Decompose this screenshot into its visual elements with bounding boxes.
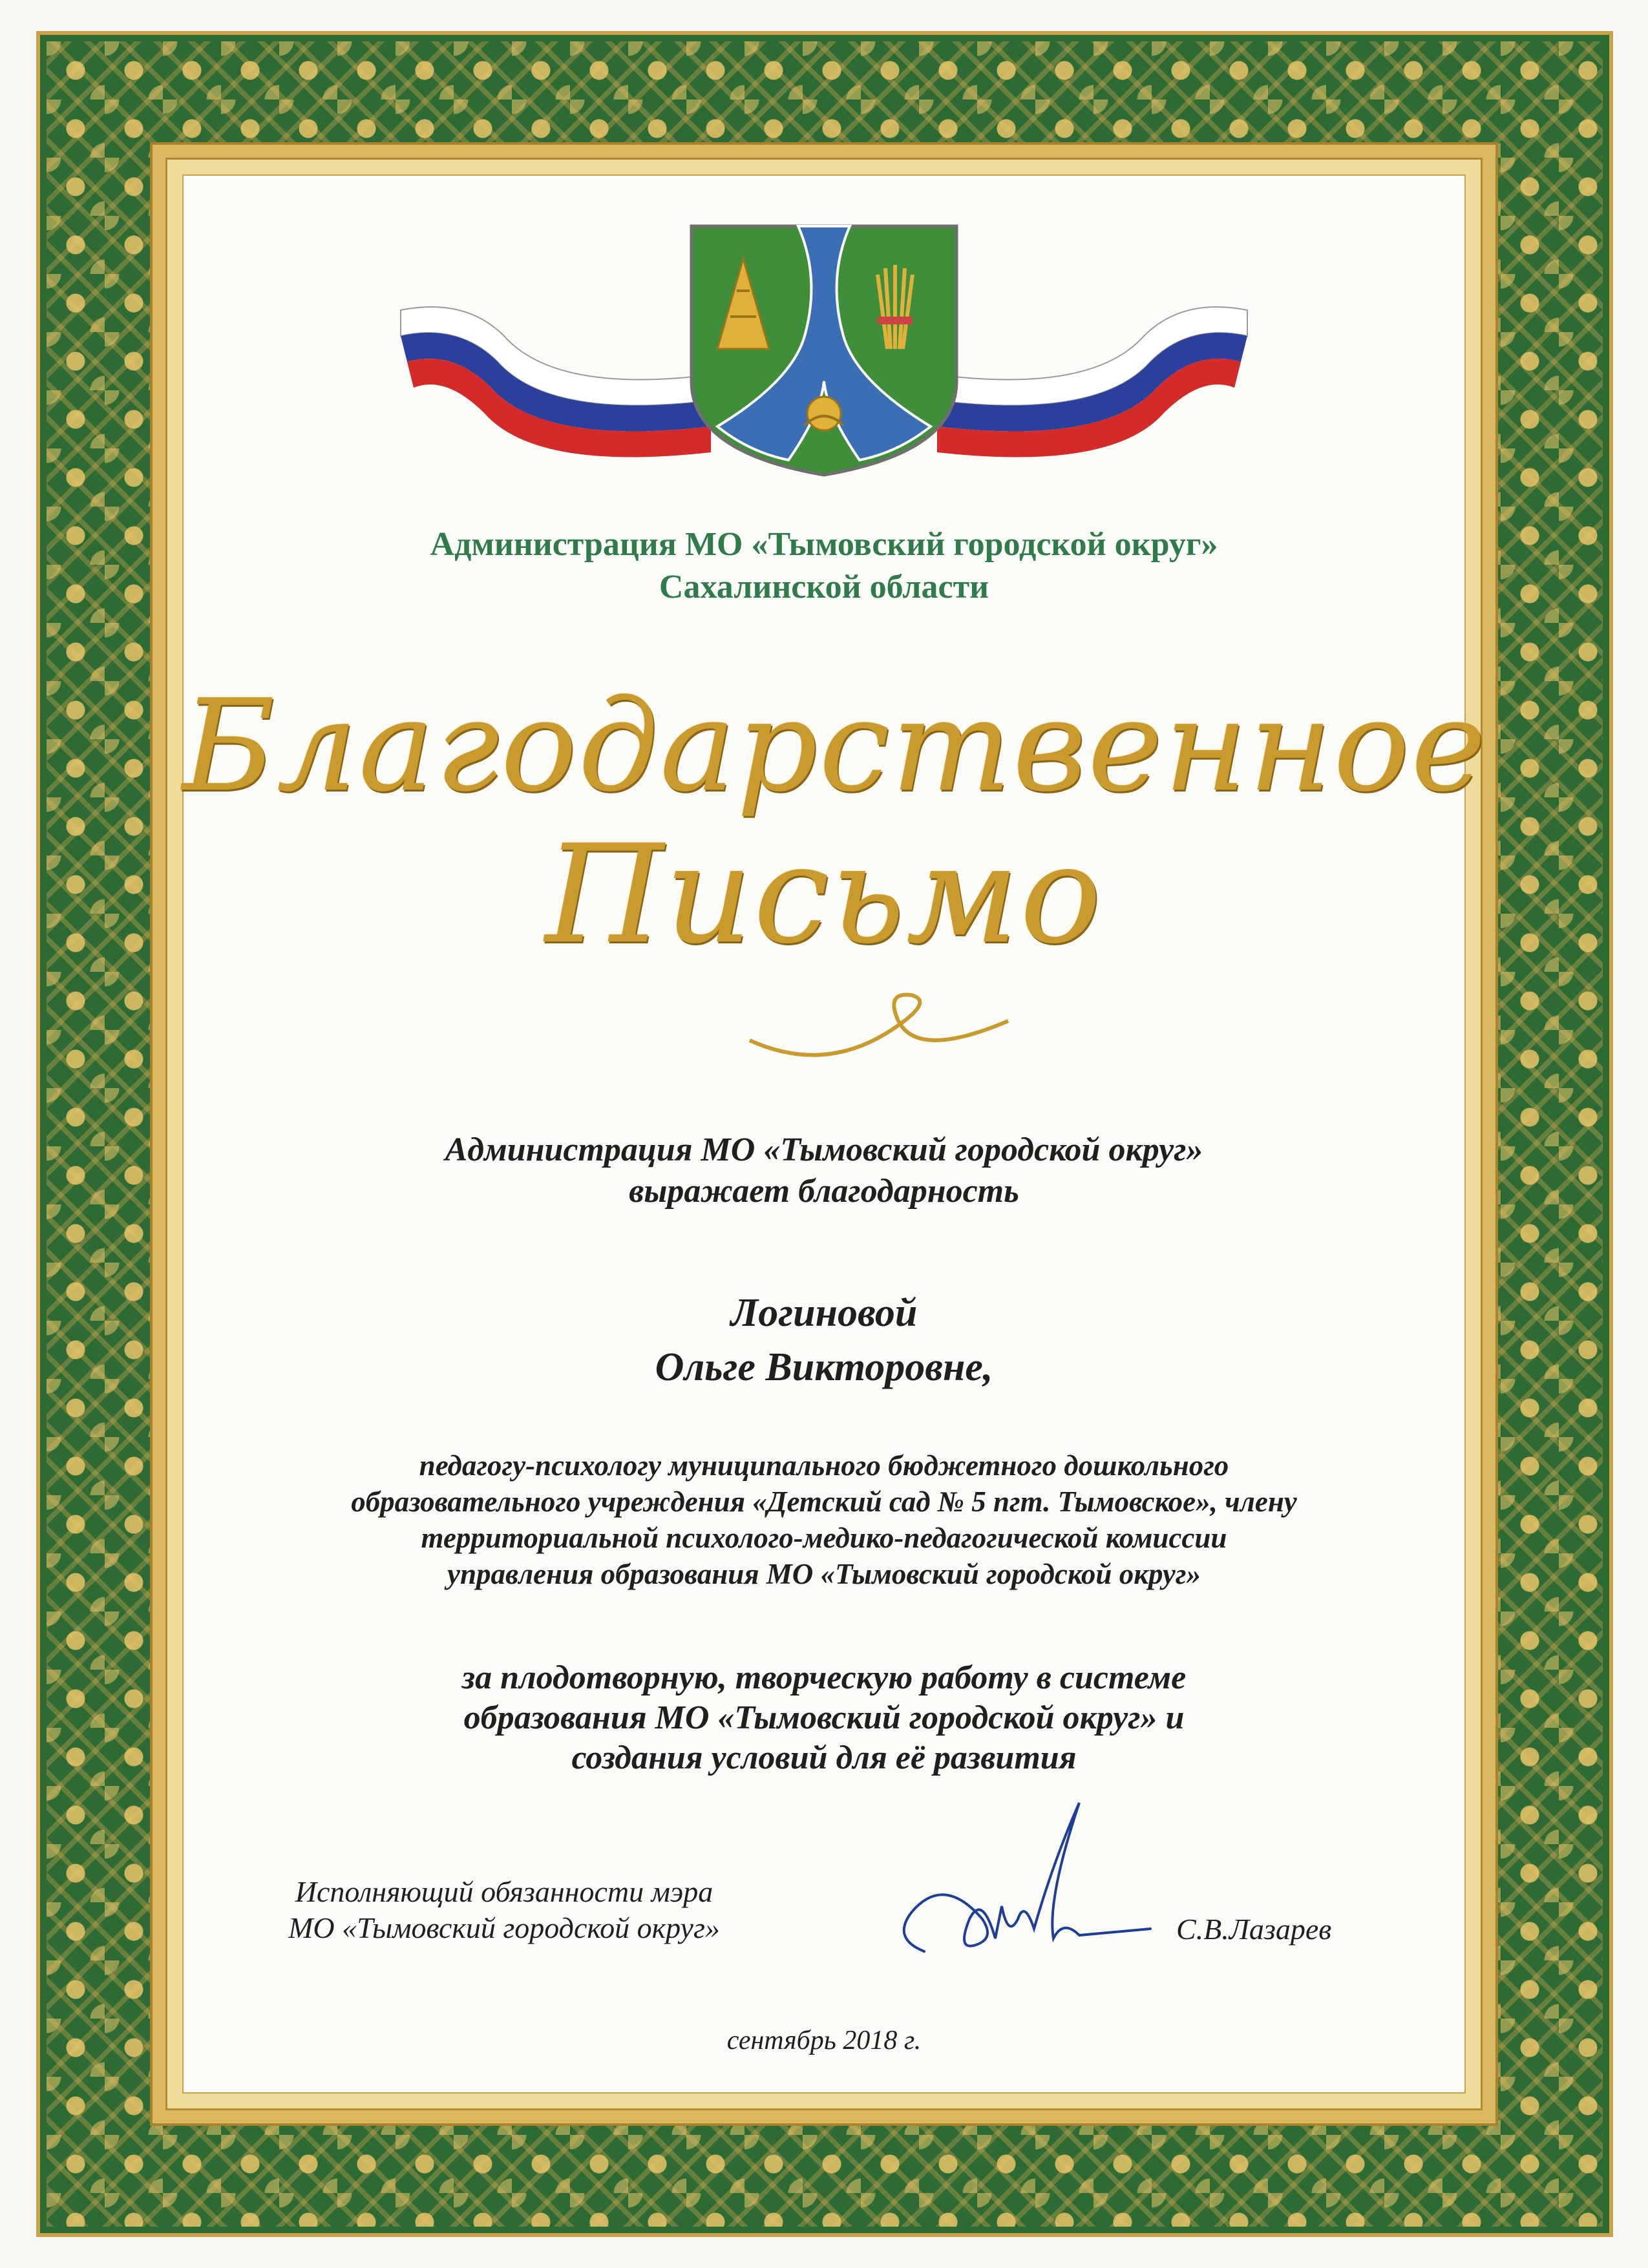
document-title-line1: Благодарственное bbox=[182, 673, 1488, 820]
recipient-name bbox=[182, 1286, 1466, 1394]
recipient-position bbox=[182, 1447, 1466, 1592]
gratitude-line2: выражает благодарность bbox=[629, 1173, 1019, 1210]
issuer-header-line1: Администрация МО «Тымовский городской округ» bbox=[430, 526, 1218, 563]
tricolor-ribbon-right-icon bbox=[937, 297, 1260, 465]
reason-line1: за плодотворную, творческую работу в системе bbox=[461, 1659, 1187, 1696]
position-line2: образовательного учреждения «Детский сад № 5 пгт. Тымовское», члену bbox=[351, 1486, 1297, 1518]
issuer-header bbox=[182, 523, 1466, 609]
signer-title-line1: Исполняющий обязанности мэра bbox=[295, 1875, 713, 1908]
position-line1: педагогу-психологу муниципального бюджетного дошкольного bbox=[419, 1449, 1229, 1482]
gratitude-line1: Администрация МО «Тымовский городской округ» bbox=[445, 1131, 1203, 1168]
position-line4: управления образования МО «Тымовский городской округ» bbox=[447, 1558, 1201, 1590]
tricolor-ribbon-left-icon bbox=[388, 297, 711, 465]
recipient-given-names: Ольге Викторовне, bbox=[655, 1345, 993, 1389]
signer-title-line2: МО «Тымовский городской округ» bbox=[288, 1911, 720, 1944]
reason-line3: создания условий для её развития bbox=[571, 1739, 1077, 1776]
reason-line2: образования МО «Тымовский городской округ» и bbox=[463, 1699, 1185, 1736]
signer-name: С.В.Лазарев bbox=[1176, 1913, 1332, 1946]
coat-of-arms-icon bbox=[672, 220, 976, 478]
recipient-surname: Логиновой bbox=[730, 1291, 918, 1335]
position-line3: территориальной психолого-медико-педагогической комиссии bbox=[421, 1522, 1227, 1554]
emblem-group bbox=[388, 220, 1260, 491]
gratitude-statement bbox=[182, 1129, 1466, 1212]
issuer-header-line2: Сахалинской области bbox=[659, 569, 989, 605]
award-reason bbox=[182, 1658, 1466, 1778]
document-title-line2: Письмо bbox=[545, 815, 1103, 974]
signer-title bbox=[213, 1874, 795, 1946]
issue-date: сентябрь 2018 г. bbox=[726, 2026, 922, 2055]
handwritten-signature bbox=[885, 1790, 1157, 1984]
document-title bbox=[182, 672, 1488, 974]
title-flourish-icon bbox=[743, 982, 1015, 1073]
